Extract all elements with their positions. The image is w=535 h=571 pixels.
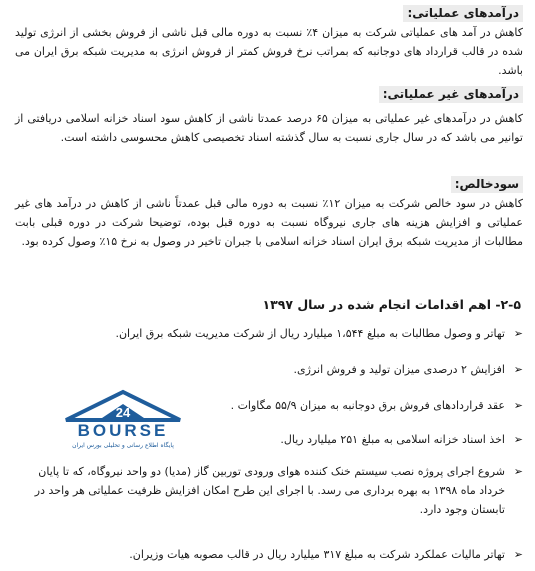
- arrow-bullet-icon: ➢: [513, 548, 523, 561]
- arrow-bullet-icon: ➢: [513, 327, 523, 340]
- action-item-text: عقد قراردادهای فروش برق دوجانبه به میزان ۵۵/۹ مگاوات .: [230, 399, 505, 412]
- action-item-text: افزایش ۲ درصدی میزان تولید و فروش انرژی.: [293, 363, 505, 376]
- action-item: [17, 545, 523, 564]
- arrow-bullet-icon: ➢: [513, 465, 523, 478]
- arrow-bullet-icon: ➢: [513, 433, 523, 446]
- action-item: [205, 396, 523, 415]
- action-item: [205, 430, 523, 449]
- action-item-text: اخذ اسناد خزانه اسلامی به مبلغ ۲۵۱ میلیارد ریال.: [280, 433, 505, 446]
- bourse-logo: [44, 386, 202, 450]
- net-profit-text: کاهش در سود خالص شرکت به میزان ۱۲٪ نسبت به دوره مالی قبل عمدتاً ناشی از کاهش در درآمد های غیر عملیاتی و افزایش هزینه های جاری نیروگاه نسبت به دوره قبل بوده، توضیحا شرکت در دوره قبلی بابت مطالبات از مدیریت شبکه برق ایران اسناد خزانه اسلامی با جبران تاخیر در وصول به نرخ ۱۵٪ وصول کرده بود.: [15, 197, 523, 248]
- svg-text:پایگاه اطلاع رسانی و تحلیلی بو: پایگاه اطلاع رسانی و تحلیلی بورس ایران: [72, 442, 174, 449]
- arrow-bullet-icon: ➢: [513, 363, 523, 376]
- action-item: [5, 324, 523, 343]
- arrow-bullet-icon: ➢: [513, 399, 523, 412]
- svg-text:24: 24: [115, 405, 131, 420]
- net-profit-heading: سودخالص:: [451, 176, 523, 193]
- action-item: [17, 462, 523, 519]
- operating-income-text: کاهش در آمد های عملیاتی شرکت به میزان ۴٪ نسبت به دوره مالی قبل ناشی از فروش بخشی از انرژی تولید شده در قالب قرارداد های دوجانبه که بمراتب نرخ فروش کمتر از فروش انرژی به مدیریت شبکه برق ایران می باشد.: [15, 26, 524, 77]
- svg-text:BOURSE: BOURSE: [77, 421, 169, 440]
- operating-income-heading: درآمدهای عملیاتی:: [403, 5, 523, 22]
- action-item-text: تهاتر مالیات عملکرد شرکت به مبلغ ۳۱۷ میلیارد ریال در قالب مصوبه هیات وزیران.: [129, 548, 505, 561]
- action-item-text: شروع اجرای پروژه نصب سیستم خنک کننده هوای ورودی توربین گاز (مدیا) دو واحد نیروگاه، که تا پایان خرداد ماه ۱۳۹۸ به بهره برداری می رسد. با اجرای این طرح امکان افزایش ظرفیت عملیاتی هر واحد در تابستان وجود دارد.: [34, 465, 505, 516]
- non-operating-income-heading: درآمدهای غیر عملیاتی:: [379, 86, 523, 103]
- action-item: [5, 360, 523, 379]
- action-item-text: تهاتر و وصول مطالبات به مبلغ ۱،۵۴۴ میلیارد ریال از شرکت مدیریت شبکه برق ایران.: [115, 327, 505, 340]
- non-operating-income-text: کاهش در درآمدهای غیر عملیاتی به میزان ۶۵ درصد عمدتا ناشی از کاهش سود اسناد خزانه اسلامی دریافتی از توانیر می باشد که در سال جاری نسبت به سال گذشته اسناد تخصیصی کاهش محسوسی داشته است.: [15, 112, 523, 144]
- actions-section-title: ۲-۵- اهم اقدامات انجام شده در سال ۱۳۹۷: [262, 297, 521, 312]
